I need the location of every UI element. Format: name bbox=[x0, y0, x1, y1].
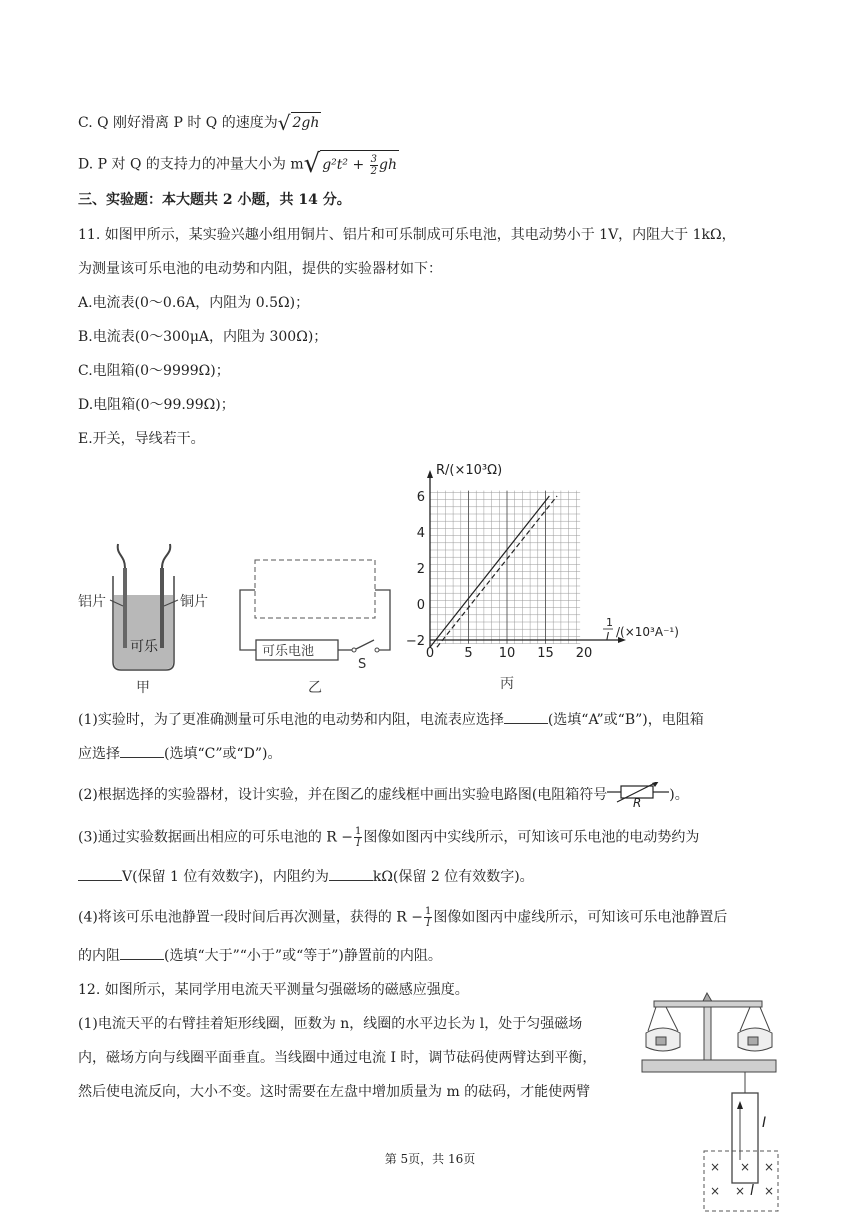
figure-jia bbox=[78, 544, 208, 696]
page-footer: 第 5页，共 16页 bbox=[384, 1152, 476, 1166]
sqrt-expression: √ g²t² + $\frac{3}{2}$ gh bbox=[303, 149, 397, 179]
x-tick-label: 10 bbox=[498, 646, 516, 661]
y-tick-label: 4 bbox=[416, 526, 425, 541]
option-c bbox=[78, 112, 321, 134]
aluminum-label: 铝片 bbox=[78, 594, 106, 610]
q11-item-c: C.电阻箱(0～9999Ω)； bbox=[78, 363, 230, 379]
y-tick-label: 2 bbox=[416, 562, 425, 577]
battery-label: 可乐电池 bbox=[262, 644, 315, 659]
q12-part1-line3: 然后使电流反向，大小不变。这时需要在左盘中增加质量为 m 的砝码，才能使两臂 bbox=[78, 1084, 591, 1100]
chart-grid-major bbox=[430, 491, 546, 644]
q11-item-d: D.电阻箱(0～99.99Ω)； bbox=[78, 397, 235, 413]
copper-plate bbox=[160, 568, 164, 648]
label-yi: 乙 bbox=[308, 680, 322, 696]
x-axis-label-unit: /(×10³A⁻¹) bbox=[616, 625, 679, 639]
q11-part2: (2)根据选择的实验器材，设计实验，并在图乙的虚线框中画出实验电路图(电阻箱符号 R )。 bbox=[78, 782, 689, 808]
label-jia: 甲 bbox=[136, 680, 150, 696]
q11-item-b: B.电流表(0～300μA，内阻为 300Ω)； bbox=[78, 329, 328, 345]
option-d-text: D. P 对 Q 的支持力的冲量大小为 m bbox=[78, 156, 304, 173]
y-tick-label: 6 bbox=[416, 490, 425, 505]
q11-item-e: E.开关，导线若干。 bbox=[78, 431, 205, 447]
option-d bbox=[78, 150, 399, 179]
answer-blank[interactable] bbox=[78, 866, 122, 881]
figure-q11 bbox=[0, 460, 860, 700]
switch-lever bbox=[356, 640, 374, 649]
q12-part1-line2: 内，磁场方向与线圈平面垂直。当线圈中通过电流 I 时，调节砝码使两臂达到平衡， bbox=[78, 1050, 597, 1066]
aluminum-plate bbox=[123, 568, 127, 648]
q12-part1-line1: (1)电流天平的右臂挂着矩形线圈，匝数为 n，线圈的水平边长为 l，处于匀强磁场 bbox=[78, 1016, 583, 1032]
field-cross-icon: × bbox=[740, 1160, 751, 1174]
label-bing: 丙 bbox=[500, 676, 514, 692]
length-label: l bbox=[750, 1183, 754, 1199]
sqrt-expression: √ 2gh bbox=[277, 111, 320, 135]
y-tick-label: −2 bbox=[405, 634, 425, 649]
field-cross-icon: × bbox=[710, 1160, 721, 1174]
q11-part1-line1: (1)实验时，为了更准确测量可乐电池的电动势和内阻，电流表应选择 (选填“A”或“B”)，电阻箱 bbox=[78, 709, 704, 730]
answer-blank[interactable] bbox=[329, 866, 373, 881]
x-axis-label-den: I bbox=[606, 630, 610, 643]
figure-bing bbox=[406, 463, 679, 692]
rheostat-symbol-label: R bbox=[633, 796, 642, 808]
q12-intro: 12. 如图所示，某同学用电流天平测量匀强磁场的磁感应强度。 bbox=[78, 982, 469, 998]
x-tick-label: 0 bbox=[425, 646, 435, 661]
x-tick-label: 15 bbox=[537, 646, 554, 661]
current-balance-figure bbox=[640, 985, 780, 1215]
cola-label: 可乐 bbox=[130, 639, 158, 655]
figure-yi bbox=[240, 560, 390, 696]
q11-part3-line2: V(保留 1 位有效数字)，内阻约为 kΩ(保留 2 位有效数字)。 bbox=[78, 866, 534, 887]
field-cross-icon: × bbox=[764, 1184, 775, 1198]
answer-blank[interactable] bbox=[120, 945, 164, 960]
y-tick-label: 0 bbox=[416, 598, 425, 613]
x-tick-label: 20 bbox=[575, 646, 593, 661]
y-axis-label: R/(×10³Ω) bbox=[436, 463, 503, 478]
q11-part4-line1: (4)将该可乐电池静置一段时间后再次测量，获得的 R − $\frac{1}{I}$ 图像如图丙中虚线所示，可知该可乐电池静置后 bbox=[78, 906, 728, 929]
switch-label: S bbox=[358, 657, 367, 672]
copper-label: 铜片 bbox=[180, 594, 208, 610]
q11-part1-line2: 应选择 (选填“C”或“D”)。 bbox=[78, 743, 282, 764]
field-cross-icon: × bbox=[764, 1160, 775, 1174]
q11-intro-1: 11. 如图甲所示，某实验兴趣小组用铜片、铝片和可乐制成可乐电池，其电动势小于 1V，内阻大于 1kΩ， bbox=[78, 227, 736, 243]
field-cross-icon: × bbox=[710, 1184, 721, 1198]
rheostat-symbol-icon bbox=[607, 782, 669, 808]
dashed-box bbox=[255, 560, 375, 618]
x-tick-label: 5 bbox=[464, 646, 473, 661]
answer-blank[interactable] bbox=[120, 743, 164, 758]
current-label: I bbox=[762, 1115, 767, 1131]
q11-intro-2: 为测量该可乐电池的电动势和内阻，提供的实验器材如下： bbox=[78, 261, 442, 277]
q11-item-a: A.电流表(0～0.6A，内阻为 0.5Ω)； bbox=[78, 295, 310, 311]
x-axis-label-num: 1 bbox=[606, 616, 613, 629]
q11-part3-line1: (3)通过实验数据画出相应的可乐电池的 R − $\frac{1}{I}$ 图像如图丙中实线所示，可知该可乐电池的电动势约为 bbox=[78, 826, 700, 849]
option-c-text: C. Q 刚好滑离 P 时 Q 的速度为 bbox=[78, 115, 278, 131]
field-cross-icon: × bbox=[735, 1184, 746, 1198]
q11-part4-line2: 的内阻 (选填“大于”“小于”或“等于”)静置前的内阻。 bbox=[78, 945, 442, 966]
section-title: 三、实验题：本大题共 2 小题，共 14 分。 bbox=[78, 192, 351, 208]
chart-grid-minor bbox=[430, 491, 580, 644]
answer-blank[interactable] bbox=[504, 709, 548, 724]
